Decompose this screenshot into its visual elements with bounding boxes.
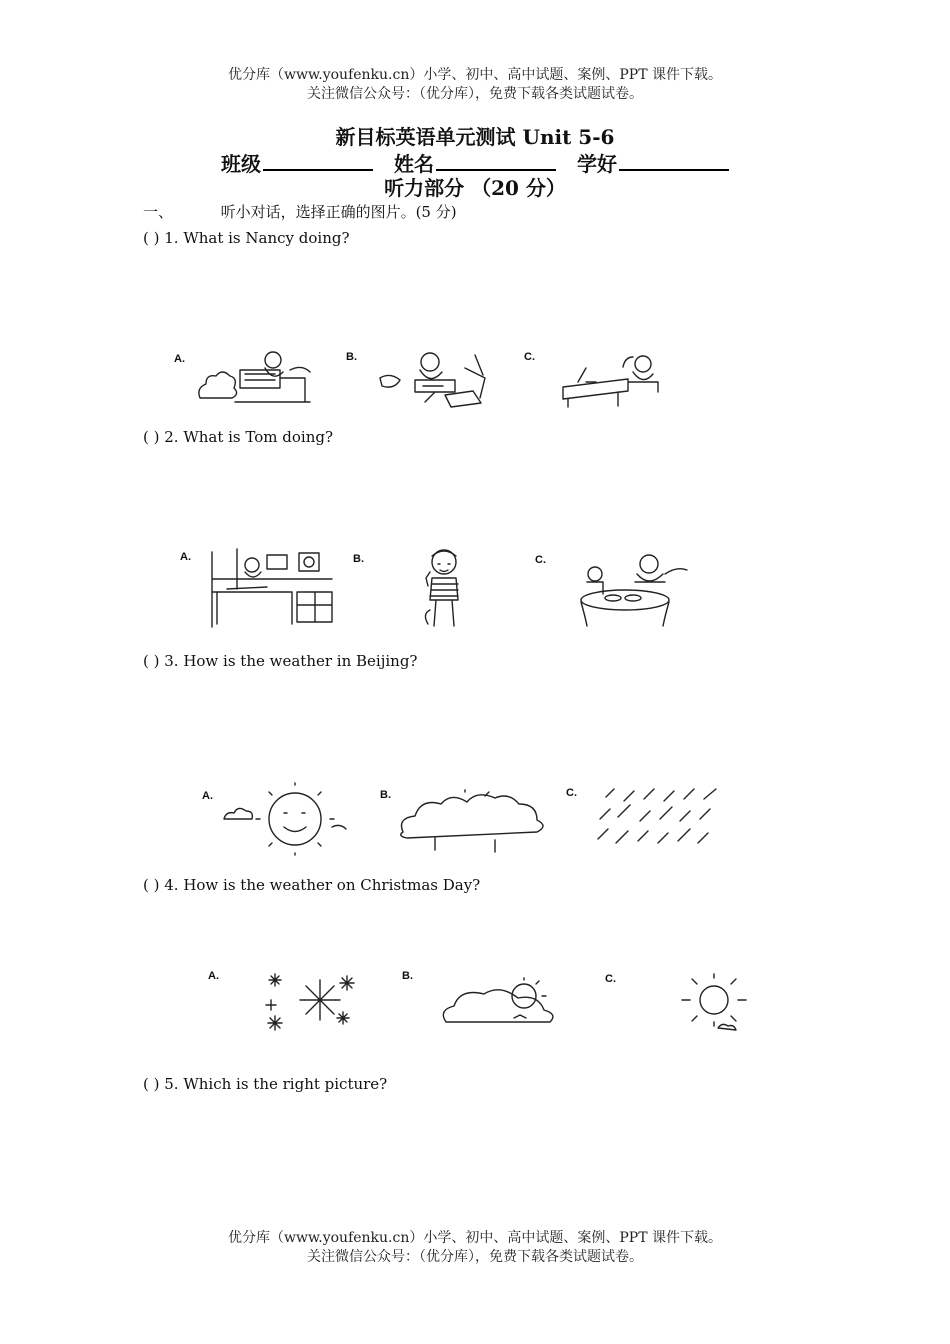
listening-subtitle: 听力部分 （20 分） [384,176,566,200]
q3-option-c-label: C. [566,787,577,799]
q1-option-b-label: B. [346,351,357,363]
name-label: 姓名 [394,152,434,176]
q4-option-c-label: C. [605,973,616,985]
section-heading [143,202,457,222]
student-id-blank [619,149,729,171]
boy-on-phone-icon [420,548,470,628]
family-eating-icon [575,552,690,628]
rainy-icon [596,787,721,851]
q3-option-b-label: B. [380,789,391,801]
section-number: 一、 [143,203,174,221]
name-blank [436,149,556,171]
girl-at-desk-icon [558,352,668,408]
student-info-row [0,149,950,177]
q4-option-b-label: B. [402,970,413,982]
q2-option-a-label: A. [180,551,191,563]
partly-cloudy-icon [440,978,560,1030]
class-label: 班级 [221,152,262,176]
sunny-icon [220,783,355,855]
header-line-2: 关注微信公众号：（优分库），免费下载各类试题试卷。 [307,86,643,102]
q2-option-c-label: C. [535,554,546,566]
section-instruction: 听小对话，选择正确的图片。(5 分) [220,203,457,221]
girl-writing-letter-icon [375,350,495,408]
q3-option-a-label: A. [202,790,213,802]
header-line-1: 优分库（www.youfenku.cn）小学、初中、高中试题、案例、PPT 课件下载。 [227,67,722,83]
question-1: ( ) 1. What is Nancy doing? [143,229,350,247]
boy-doing-homework-icon [207,547,337,627]
question-3: ( ) 3. How is the weather in Beijing? [143,652,418,670]
sunny-icon [672,974,752,1032]
snowy-icon [255,970,365,1032]
page-title: 新目标英语单元测试 Unit 5-6 [335,125,615,149]
cloudy-icon [395,790,555,856]
footer-line-2: 关注微信公众号：（优分库），免费下载各类试题试卷。 [307,1249,643,1265]
student-id-label: 学好 [576,152,617,176]
q4-option-a-label: A. [208,970,219,982]
question-4: ( ) 4. How is the weather on Christmas Day? [143,876,481,894]
q1-option-a-label: A. [174,353,185,365]
q1-option-c-label: C. [524,351,535,363]
girl-reading-icon [195,348,320,406]
class-blank [263,149,373,171]
q2-option-b-label: B. [353,553,364,565]
footer-line-1: 优分库（www.youfenku.cn）小学、初中、高中试题、案例、PPT 课件下载。 [227,1230,722,1246]
question-5: ( ) 5. Which is the right picture? [143,1075,388,1093]
question-2: ( ) 2. What is Tom doing? [143,428,333,446]
